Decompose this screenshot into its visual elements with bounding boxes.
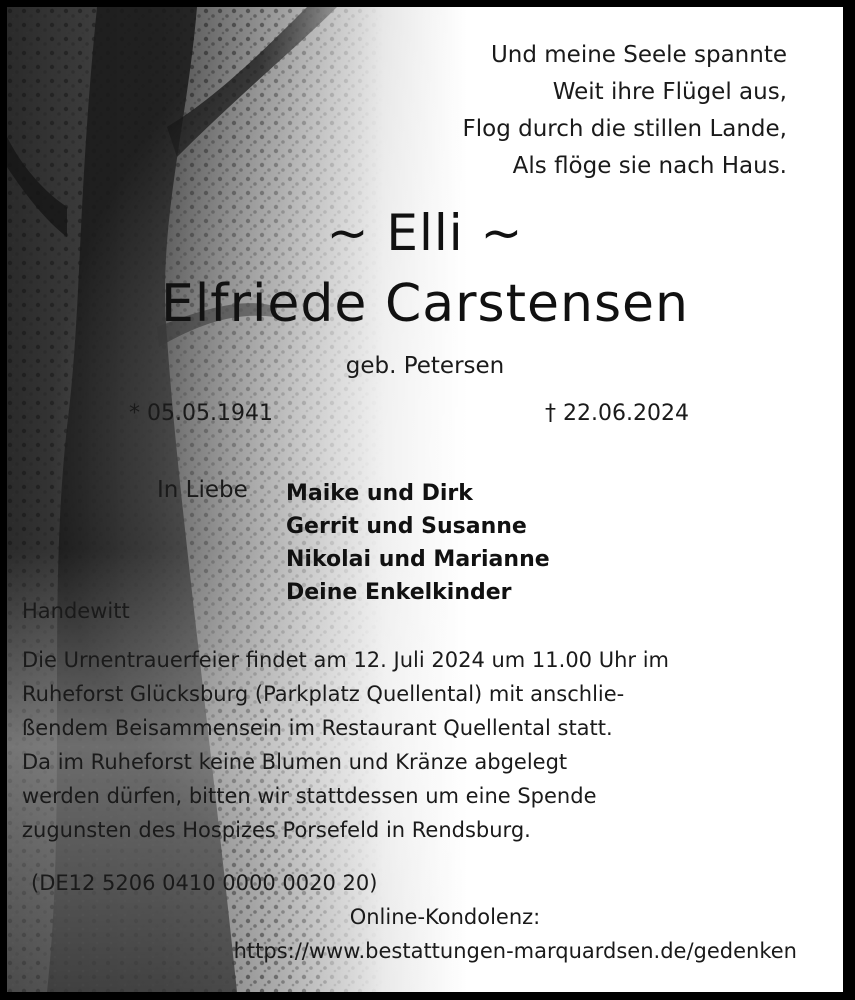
condolence-link[interactable]: https://www.bestattungen-marquardsen.de/gedenken: [233, 939, 797, 963]
mourner-name: Maike und Dirk: [286, 481, 473, 506]
service-line: werden dürfen, bitten wir stattdessen um eine Spende: [22, 784, 597, 808]
poem-line: Flog durch die stillen Lande,: [462, 116, 787, 142]
service-line: Die Urnentrauerfeier findet am 12. Juli 2024 um 11.00 Uhr im: [22, 648, 670, 672]
condolence-label: Online-Kondolenz:: [349, 905, 541, 929]
service-line: zugunsten des Hospizes Porsefeld in Rendsburg.: [22, 818, 531, 842]
birth-name: geb. Petersen: [345, 353, 505, 379]
poem-line: Weit ihre Flügel aus,: [552, 79, 787, 105]
mourners-list: [286, 477, 550, 609]
donation-iban: (DE12 5206 0410 0000 0020 20): [31, 871, 378, 895]
service-line: Ruheforst Glücksburg (Parkplatz Quellental) mit anschlie-: [22, 682, 625, 706]
obituary-card: [7, 7, 843, 992]
deceased-full-name: Elfriede Carstensen: [161, 274, 689, 334]
service-line: Da im Ruheforst keine Blumen und Kränze abgelegt: [22, 750, 568, 774]
death-date: † 22.06.2024: [545, 401, 689, 426]
mourner-name: Nikolai und Marianne: [286, 547, 550, 572]
deceased-nickname: ~ Elli ~: [326, 204, 524, 262]
poem: [463, 37, 787, 185]
mourner-name: Deine Enkelkinder: [286, 580, 512, 605]
poem-line: Als flöge sie nach Haus.: [512, 153, 787, 179]
service-details: [22, 643, 837, 847]
poem-line: Und meine Seele spannte: [490, 42, 787, 68]
place-name: Handewitt: [22, 599, 130, 623]
mourners-intro: In Liebe: [157, 477, 248, 503]
birth-date: * 05.05.1941: [129, 401, 273, 426]
service-line: ßendem Beisammensein im Restaurant Quellental statt.: [22, 716, 613, 740]
mourner-name: Gerrit und Susanne: [286, 514, 527, 539]
text-layer: [7, 7, 843, 992]
